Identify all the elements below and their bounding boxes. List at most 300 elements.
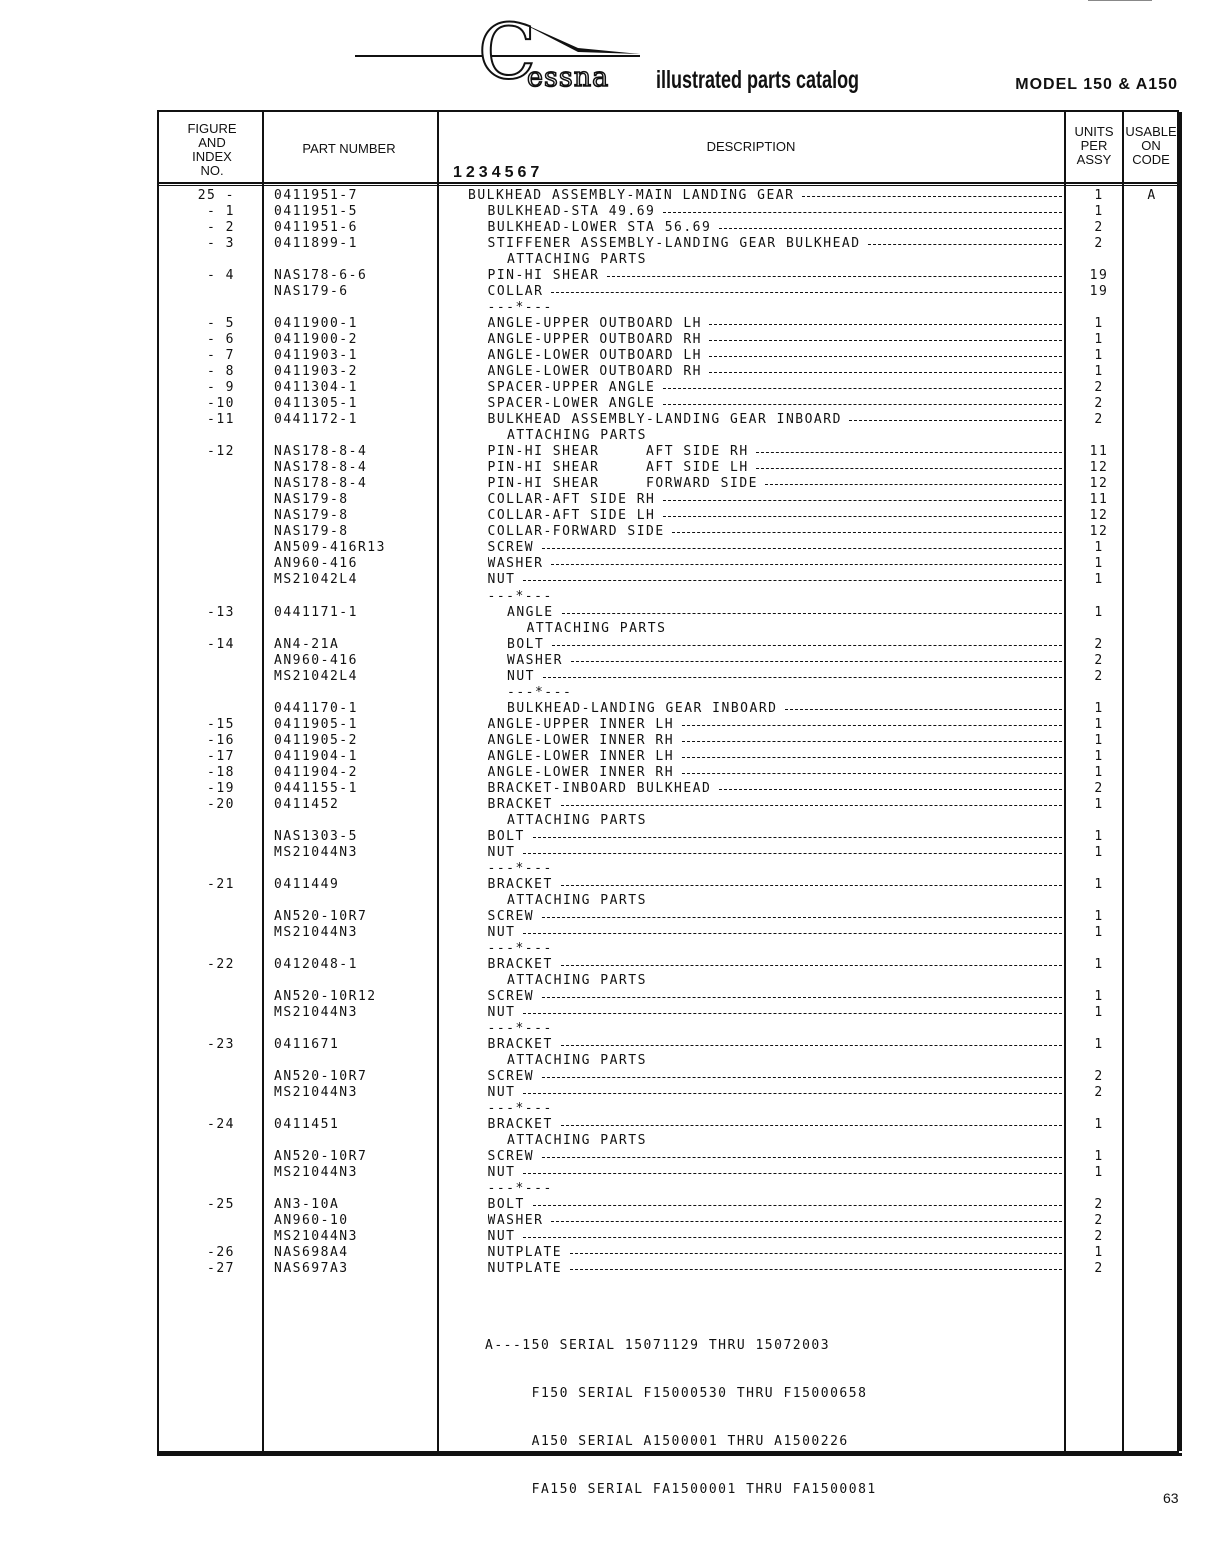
table-row: [159, 524, 1177, 540]
leader-line: [571, 661, 1062, 662]
description: ANGLE-UPPER INNER LH: [487, 716, 675, 732]
table-row: [159, 989, 1177, 1005]
leader-line: [523, 933, 1062, 934]
figure-index: -25: [207, 1197, 235, 1213]
part-number: 0411905-1: [274, 716, 358, 732]
figure-index: - 1: [207, 204, 235, 220]
description: ---*---: [487, 1181, 553, 1197]
description: ATTACHING PARTS: [507, 892, 647, 908]
description: SPACER-UPPER ANGLE: [487, 380, 656, 396]
leader-line: [663, 388, 1062, 389]
description: NUT: [487, 1165, 516, 1181]
header-units: UNITS PER ASSY: [1074, 124, 1114, 167]
description: COLLAR-AFT SIDE RH: [487, 492, 656, 508]
description: SCREW: [487, 908, 535, 924]
header-part-number: PART NUMBER: [302, 141, 396, 156]
leader-line: [542, 997, 1062, 998]
part-number: MS21044N3: [274, 1165, 358, 1181]
table-row: [159, 1053, 1177, 1069]
usable-code: A: [1147, 188, 1157, 203]
part-number: AN520-10R7: [274, 1069, 368, 1085]
description: SCREW: [487, 1069, 535, 1085]
header-description: DESCRIPTION: [706, 139, 796, 154]
leader-line: [542, 548, 1062, 549]
figure-index: -10: [207, 396, 235, 412]
description: BRACKET: [487, 1117, 553, 1133]
table-row: [159, 845, 1177, 861]
figure-index: -17: [207, 748, 235, 764]
leader-line: [542, 917, 1062, 918]
units-per-assy: 1: [1094, 604, 1104, 620]
leader-line: [719, 789, 1062, 790]
description: ATTACHING PARTS: [507, 812, 647, 828]
description: ANGLE-UPPER OUTBOARD LH: [487, 316, 703, 332]
table-row: [159, 1133, 1177, 1149]
description: ---*---: [487, 860, 553, 876]
leader-line: [570, 1253, 1062, 1254]
units-per-assy: 1: [1094, 1117, 1104, 1133]
header-rule: [159, 185, 1177, 186]
description: BULKHEAD ASSEMBLY-MAIN LANDING GEAR: [468, 188, 795, 203]
leader-line: [709, 324, 1062, 325]
description: ATTACHING PARTS: [507, 428, 647, 444]
table-row: [159, 220, 1177, 236]
figure-index: - 6: [207, 332, 235, 348]
table-row: [159, 284, 1177, 300]
leader-line: [561, 885, 1062, 886]
table-row: [159, 765, 1177, 781]
part-number: AN520-10R7: [274, 1149, 368, 1165]
part-number: 0441170-1: [274, 700, 358, 716]
description: ---*---: [487, 940, 553, 956]
units-per-assy: 1: [1094, 700, 1104, 716]
part-number: MS21042L4: [274, 668, 358, 684]
leader-line: [663, 500, 1062, 501]
table-row: [159, 893, 1177, 909]
table-row: [159, 1149, 1177, 1165]
units-per-assy: 2: [1094, 652, 1104, 668]
part-number: NAS179-8: [274, 508, 349, 524]
table-row: [159, 508, 1177, 524]
table-row: [159, 1005, 1177, 1021]
part-number: 0411903-1: [274, 348, 358, 364]
units-per-assy: 2: [1094, 1213, 1104, 1229]
description: NUT: [487, 1005, 516, 1021]
description: BRACKET-INBOARD BULKHEAD: [487, 780, 712, 796]
part-number: MS21044N3: [274, 1085, 358, 1101]
units-per-assy: 1: [1094, 989, 1104, 1004]
table-row: [159, 861, 1177, 877]
table-row: [159, 941, 1177, 957]
figure-index: - 7: [207, 348, 235, 364]
table-row: [159, 1181, 1177, 1197]
part-number: NAS697A3: [274, 1261, 349, 1277]
units-per-assy: 1: [1094, 1165, 1104, 1181]
part-number: NAS1303-5: [274, 828, 358, 844]
table-row: [159, 909, 1177, 925]
table-row: [159, 364, 1177, 380]
figure-index: -18: [207, 764, 235, 780]
units-per-assy: 19: [1089, 268, 1109, 284]
figure-index: - 2: [207, 220, 235, 236]
table-row: [159, 1037, 1177, 1053]
description: BULKHEAD-LANDING GEAR INBOARD: [507, 700, 778, 716]
description: BOLT: [487, 828, 525, 844]
units-per-assy: 1: [1094, 556, 1104, 572]
description: BULKHEAD-LOWER STA 56.69: [487, 220, 712, 236]
part-number: 0411904-2: [274, 764, 358, 780]
description: NUTPLATE: [487, 1245, 563, 1261]
table-row: [159, 1165, 1177, 1181]
description: BOLT: [487, 1197, 525, 1213]
table-row: [159, 829, 1177, 845]
units-per-assy: 1: [1094, 716, 1104, 732]
units-per-assy: 1: [1094, 956, 1104, 972]
table-row: [159, 749, 1177, 765]
figure-index: -16: [207, 732, 235, 748]
leader-line: [523, 1093, 1062, 1094]
units-per-assy: 11: [1089, 492, 1109, 508]
units-per-assy: 12: [1089, 460, 1109, 476]
part-number: MS21044N3: [274, 844, 358, 860]
leader-line: [849, 420, 1062, 421]
units-per-assy: 2: [1094, 1261, 1104, 1277]
description: SCREW: [487, 989, 535, 1004]
description: WASHER: [507, 652, 563, 668]
table-row: [159, 236, 1177, 252]
part-number: 0411304-1: [274, 380, 358, 396]
parts-table: [157, 110, 1179, 1497]
units-per-assy: 12: [1089, 508, 1109, 524]
figure-index: -26: [207, 1245, 235, 1261]
units-per-assy: 2: [1094, 1085, 1104, 1101]
description: ---*---: [507, 684, 573, 700]
leader-line: [523, 1013, 1062, 1014]
description: ---*---: [487, 1101, 553, 1117]
table-row: [159, 653, 1177, 669]
table-row: [159, 412, 1177, 428]
description: WASHER: [487, 556, 544, 572]
description: PIN-HI SHEAR AFT SIDE LH: [487, 460, 749, 476]
part-number: 0441171-1: [274, 604, 358, 620]
description: COLLAR-AFT SIDE LH: [487, 508, 656, 524]
units-per-assy: 1: [1094, 1245, 1104, 1261]
units-per-assy: 1: [1094, 204, 1104, 220]
table-row: [159, 460, 1177, 476]
figure-index: -24: [207, 1117, 235, 1133]
units-per-assy: 1: [1094, 540, 1104, 556]
leader-line: [672, 532, 1062, 533]
table-row: [159, 925, 1177, 941]
leader-line: [765, 484, 1062, 485]
units-per-assy: 1: [1094, 924, 1104, 940]
table-row: [159, 717, 1177, 733]
part-number: AN520-10R7: [274, 908, 368, 924]
table-row: [159, 621, 1177, 637]
table-row: [159, 813, 1177, 829]
logo-swoosh-icon: [520, 18, 640, 58]
description: PIN-HI SHEAR AFT SIDE RH: [487, 444, 749, 460]
description: BRACKET: [487, 956, 553, 972]
units-per-assy: 1: [1094, 732, 1104, 748]
table-row: [159, 1117, 1177, 1133]
figure-index: -20: [207, 796, 235, 812]
units-per-assy: 2: [1094, 396, 1104, 412]
leader-line: [551, 292, 1062, 293]
leader-line: [523, 1237, 1062, 1238]
description: STIFFENER ASSEMBLY-LANDING GEAR BULKHEAD: [487, 236, 861, 252]
units-per-assy: 12: [1089, 524, 1109, 540]
page-header: [0, 0, 1212, 110]
part-number: 0441172-1: [274, 412, 358, 428]
description: PIN-HI SHEAR: [487, 268, 600, 284]
leader-line: [709, 356, 1062, 357]
part-number: AN520-10R12: [274, 989, 377, 1004]
top-rule: [1088, 0, 1152, 1]
table-row: [159, 348, 1177, 364]
units-per-assy: 1: [1094, 364, 1104, 380]
header-indent-digits: 1234567: [453, 164, 544, 181]
table-row: [159, 797, 1177, 813]
units-per-assy: 2: [1094, 236, 1104, 252]
leader-line: [551, 564, 1062, 565]
description: ---*---: [487, 300, 553, 316]
figure-index: -27: [207, 1261, 235, 1277]
leader-line: [682, 757, 1063, 758]
leader-line: [561, 965, 1062, 966]
part-number: 0411452: [274, 796, 340, 812]
units-per-assy: 2: [1094, 636, 1104, 652]
description: ATTACHING PARTS: [507, 1053, 647, 1069]
table-row: [159, 492, 1177, 508]
figure-index: -19: [207, 780, 235, 796]
units-per-assy: 11: [1089, 444, 1109, 460]
table-row: [159, 973, 1177, 989]
header-usable: USABLE ON CODE: [1125, 124, 1177, 167]
units-per-assy: 2: [1094, 1197, 1104, 1213]
units-per-assy: 2: [1094, 1069, 1104, 1085]
page-number: 63: [1163, 1490, 1179, 1506]
units-per-assy: 1: [1094, 844, 1104, 860]
leader-line: [542, 1077, 1062, 1078]
figure-index: -13: [207, 604, 235, 620]
figure-index: - 9: [207, 380, 235, 396]
units-per-assy: 1: [1094, 876, 1104, 892]
units-per-assy: 12: [1089, 476, 1109, 492]
table-row: [159, 605, 1177, 621]
leader-line: [533, 1205, 1062, 1206]
part-number: 0411951-5: [274, 204, 358, 220]
part-number: 0411903-2: [274, 364, 358, 380]
description: NUT: [487, 924, 516, 940]
description: BOLT: [507, 636, 545, 652]
table-row: [159, 877, 1177, 893]
part-number: NAS178-8-4: [274, 460, 368, 476]
figure-index: - 3: [207, 236, 235, 252]
table-row: [159, 332, 1177, 348]
table-row: [159, 1021, 1177, 1037]
units-per-assy: 2: [1094, 780, 1104, 796]
leader-line: [719, 228, 1062, 229]
usable-code-note: [485, 1306, 877, 1530]
part-number: AN509-416R13: [274, 540, 386, 556]
units-per-assy: 1: [1094, 316, 1104, 332]
table-row: [159, 669, 1177, 685]
description: ANGLE-LOWER OUTBOARD LH: [487, 348, 703, 364]
table-row: [159, 1261, 1177, 1277]
figure-index: - 5: [207, 316, 235, 332]
leader-line: [552, 645, 1062, 646]
leader-line: [607, 276, 1062, 277]
units-per-assy: 1: [1094, 748, 1104, 764]
units-per-assy: 1: [1094, 188, 1104, 203]
part-number: NAS698A4: [274, 1245, 349, 1261]
leader-line: [523, 580, 1062, 581]
description: ATTACHING PARTS: [507, 252, 647, 268]
description: ATTACHING PARTS: [507, 1133, 647, 1149]
units-per-assy: 1: [1094, 572, 1104, 588]
part-number: NAS179-8: [274, 524, 349, 540]
leader-line: [561, 1125, 1062, 1126]
units-per-assy: 2: [1094, 220, 1104, 236]
units-per-assy: 1: [1094, 1037, 1104, 1053]
part-number: 0411451: [274, 1117, 340, 1133]
part-number: AN960-10: [274, 1213, 349, 1229]
table-row: [159, 957, 1177, 973]
leader-line: [868, 244, 1063, 245]
table-row: [159, 589, 1177, 605]
description: ANGLE-LOWER INNER RH: [487, 764, 675, 780]
part-number: MS21044N3: [274, 924, 358, 940]
units-per-assy: 1: [1094, 764, 1104, 780]
table-row: [159, 556, 1177, 572]
description: ATTACHING PARTS: [507, 972, 647, 988]
description: BULKHEAD-STA 49.69: [487, 204, 656, 220]
table-row: [159, 1245, 1177, 1261]
units-per-assy: 1: [1094, 1149, 1104, 1165]
table-row: [159, 1101, 1177, 1117]
units-per-assy: 2: [1094, 380, 1104, 396]
description: NUTPLATE: [487, 1261, 563, 1277]
description: COLLAR: [487, 284, 544, 300]
part-number: NAS178-8-4: [274, 444, 368, 460]
catalog-title: illustrated parts catalog: [656, 66, 860, 94]
description: NUT: [487, 1229, 516, 1245]
note-line: F150 SERIAL F15000530 THRU F15000658: [485, 1386, 868, 1401]
leader-line: [802, 196, 1063, 197]
description: ANGLE: [507, 604, 554, 620]
part-number: AN3-10A: [274, 1197, 340, 1213]
table-row: [159, 476, 1177, 492]
figure-index: -15: [207, 716, 235, 732]
part-number: 0411904-1: [274, 748, 358, 764]
part-number: AN960-416: [274, 556, 358, 572]
description: ANGLE-LOWER OUTBOARD RH: [487, 364, 703, 380]
figure-index: 25 -: [197, 188, 235, 203]
leader-line: [682, 725, 1063, 726]
table-row: [159, 637, 1177, 653]
part-number: 0411305-1: [274, 396, 358, 412]
leader-line: [542, 1157, 1062, 1158]
leader-line: [570, 1269, 1062, 1270]
table-row: [159, 396, 1177, 412]
part-number: 0411900-2: [274, 332, 358, 348]
units-per-assy: 1: [1094, 332, 1104, 348]
leader-line: [523, 1173, 1062, 1174]
model-title: MODEL 150 & A150: [1015, 76, 1178, 93]
table-row: [159, 316, 1177, 332]
figure-index: -12: [207, 444, 235, 460]
part-number: AN960-416: [274, 652, 358, 668]
leader-line: [533, 837, 1062, 838]
part-number: 0411671: [274, 1037, 340, 1053]
part-number: AN4-21A: [274, 636, 340, 652]
table-row: [159, 380, 1177, 396]
leader-line: [785, 709, 1062, 710]
description: ATTACHING PARTS: [526, 620, 667, 636]
note-line: A---150 SERIAL 15071129 THRU 15072003: [485, 1338, 831, 1353]
figure-index: - 8: [207, 364, 235, 380]
part-number: NAS178-6-6: [274, 268, 368, 284]
part-number: 0411951-6: [274, 220, 358, 236]
figure-index: -11: [207, 412, 235, 428]
figure-index: - 4: [207, 268, 235, 284]
table-row: [159, 685, 1177, 701]
figure-index: -14: [207, 636, 235, 652]
logo-word: essna: [527, 62, 610, 93]
table-row: [159, 428, 1177, 444]
table-row: [159, 540, 1177, 556]
leader-line: [709, 340, 1062, 341]
table-row: [159, 572, 1177, 588]
units-per-assy: 1: [1094, 828, 1104, 844]
leader-line: [756, 468, 1062, 469]
part-number: NAS179-6: [274, 284, 349, 300]
leader-line: [709, 372, 1062, 373]
part-number: MS21044N3: [274, 1005, 358, 1021]
part-number: NAS178-8-4: [274, 476, 368, 492]
table-row: [159, 1069, 1177, 1085]
description: BRACKET: [487, 876, 553, 892]
leader-line: [682, 773, 1063, 774]
description: ---*---: [487, 588, 553, 604]
leader-line: [663, 404, 1062, 405]
description: NUT: [487, 1085, 516, 1101]
description: SCREW: [487, 540, 535, 556]
header-rule: [159, 182, 1177, 184]
units-per-assy: 1: [1094, 348, 1104, 364]
units-per-assy: 1: [1094, 796, 1104, 812]
units-per-assy: 2: [1094, 1229, 1104, 1245]
description: BRACKET: [487, 796, 553, 812]
figure-index: -21: [207, 876, 235, 892]
description: NUT: [487, 572, 516, 588]
leader-line: [756, 452, 1062, 453]
units-per-assy: 2: [1094, 668, 1104, 684]
leader-line: [551, 1221, 1062, 1222]
units-per-assy: 1: [1094, 908, 1104, 924]
leader-line: [543, 677, 1062, 678]
table-row: [159, 444, 1177, 460]
description: ANGLE-LOWER INNER LH: [487, 748, 675, 764]
header-figure: FIGURE AND INDEX NO.: [187, 121, 237, 178]
leader-line: [562, 613, 1063, 614]
part-number: 0412048-1: [274, 956, 358, 972]
leader-line: [523, 853, 1062, 854]
units-per-assy: 2: [1094, 412, 1104, 428]
description: NUT: [487, 844, 516, 860]
table-row: [159, 781, 1177, 797]
